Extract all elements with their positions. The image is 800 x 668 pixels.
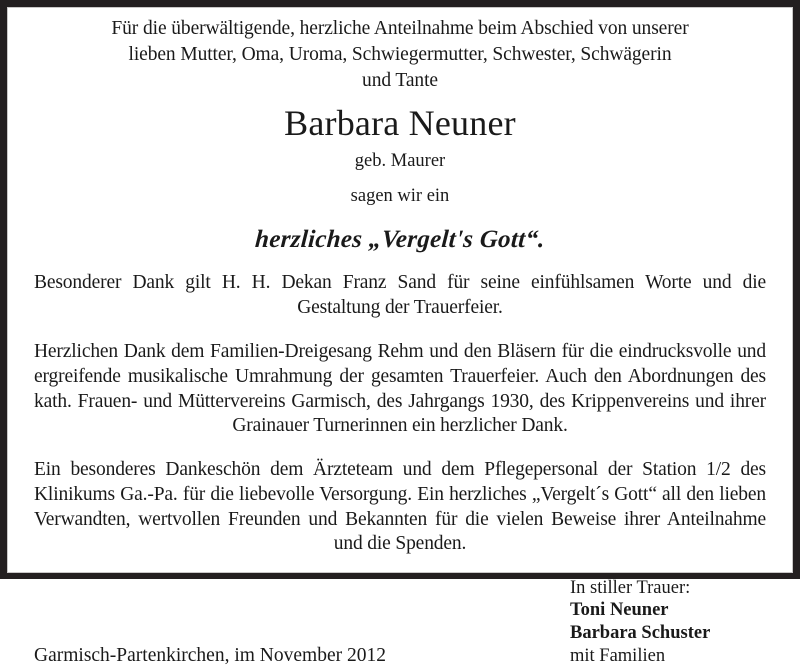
intro-line-2: lieben Mutter, Oma, Uroma, Schwiegermutter, Schwester, Schwägerin [128,43,672,65]
intro-line-3: und Tante [362,69,438,91]
thanks-paragraph-medical-staff: Ein besonderes Dankeschön dem Ärzteteam und dem Pflegepersonal der Station 1/2 des Klinikums Ga.-Pa. für die liebevolle Versorgung. Ein herzliches „Vergelt´s Gott“ all den lieben Verwandten, wertvollen Freunden und Bekannten für die vielen Beweise ihrer Anteilnahme und die Spenden. [34,459,766,555]
mourner-name-2: Barbara Schuster [570,623,711,644]
mourners-heading: In stiller Trauer: [570,577,691,598]
footer-row [34,577,766,668]
place-and-date: Garmisch-Partenkirchen, im November 2012 [34,644,386,666]
frame-border-left [0,0,7,579]
frame-border-right [793,0,800,579]
notice-content [8,8,792,667]
frame-border-top [0,0,800,7]
saying-line: sagen wir ein [350,186,450,207]
mourners-suffix: mit Familien [570,646,666,667]
mourners-block [570,577,766,668]
intro-line-1: Für die überwältigende, herzliche Anteilnahme beim Abschied von unserer [111,18,689,39]
script-thanks-phrase: herzliches „Vergelt's Gott“. [254,226,546,254]
thanks-paragraph-music-associations: Herzlichen Dank dem Familien-Dreigesang Rehm und den Bläsern für die eindrucksvolle und ergreifende musikalische Umrahmung der gesamten Trauerfeier. Auch den Abordnungen des kath. Frauen- und Müttervereins Garmisch, des Jahrgangs 1930, des Krippenvereins und ihrer Grainauer Turnerinnen ein herzlicher Dank. [34,341,766,437]
thanks-paragraph-priest: Besonderer Dank gilt H. H. Dekan Franz Sand für seine einfühlsamen Worte und die Gestaltung der Trauerfeier. [34,272,766,319]
mourner-name-1: Toni Neuner [570,600,669,621]
maiden-name: geb. Maurer [354,151,446,172]
deceased-name: Barbara Neuner [284,102,516,143]
intro-block [34,16,766,94]
